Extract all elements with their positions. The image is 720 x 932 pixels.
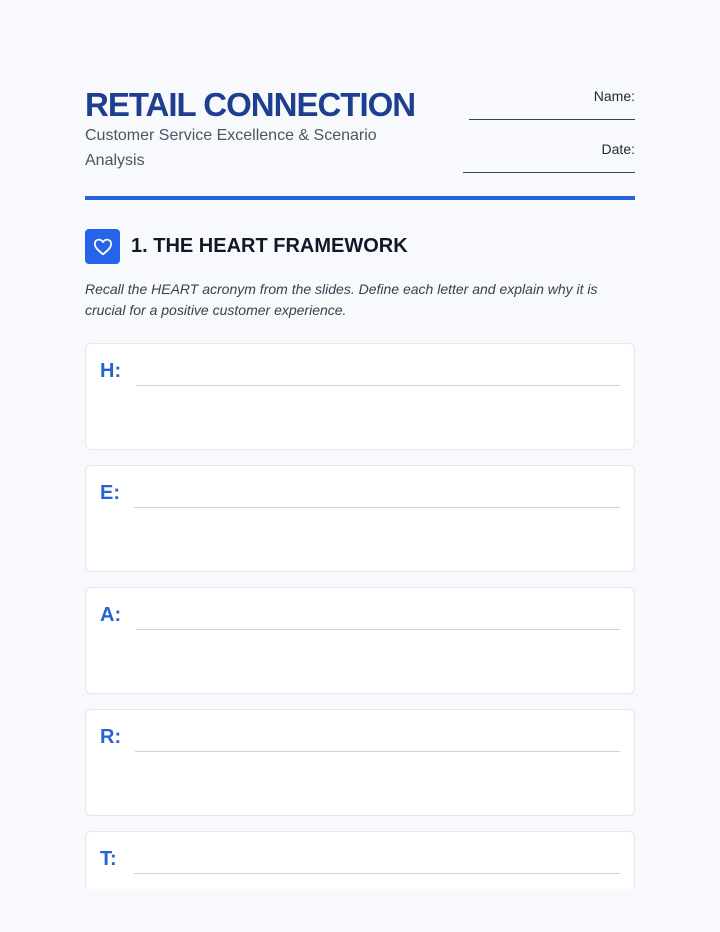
date-row xyxy=(463,139,635,192)
card-letter: A: xyxy=(100,604,122,626)
name-label: Name: xyxy=(593,88,635,104)
page-subtitle: Customer Service Excellence & Scenario Analysis xyxy=(85,127,377,169)
date-label: Date: xyxy=(601,141,635,157)
answer-card-r[interactable] xyxy=(85,709,635,816)
section-instructions: Recall the HEART acronym from the slides. Define each letter and explain why it is crucial for a positive customer experience. xyxy=(85,281,598,318)
card-letter: E: xyxy=(100,482,120,504)
card-letter: H: xyxy=(100,360,122,382)
answer-line[interactable] xyxy=(134,873,620,874)
answer-line[interactable] xyxy=(136,385,620,386)
heart-icon xyxy=(85,229,120,264)
name-field[interactable] xyxy=(469,110,635,120)
page-title: RETAIL CONNECTION xyxy=(85,86,416,123)
date-field[interactable] xyxy=(463,163,635,173)
answer-line[interactable] xyxy=(134,507,620,508)
name-row xyxy=(463,86,635,139)
answer-card-a[interactable] xyxy=(85,587,635,694)
answer-line[interactable] xyxy=(135,751,620,752)
card-letter: T: xyxy=(100,848,117,870)
section-title: 1. THE HEART FRAMEWORK xyxy=(131,235,408,257)
answer-line[interactable] xyxy=(136,629,620,630)
student-info xyxy=(463,86,635,192)
section-heading xyxy=(85,229,408,264)
answer-card-h[interactable] xyxy=(85,343,635,450)
card-letter: R: xyxy=(100,726,122,748)
answer-card-e[interactable] xyxy=(85,465,635,572)
answer-card-t[interactable] xyxy=(85,831,635,889)
worksheet-header xyxy=(85,0,635,200)
heart-cards xyxy=(85,343,635,889)
